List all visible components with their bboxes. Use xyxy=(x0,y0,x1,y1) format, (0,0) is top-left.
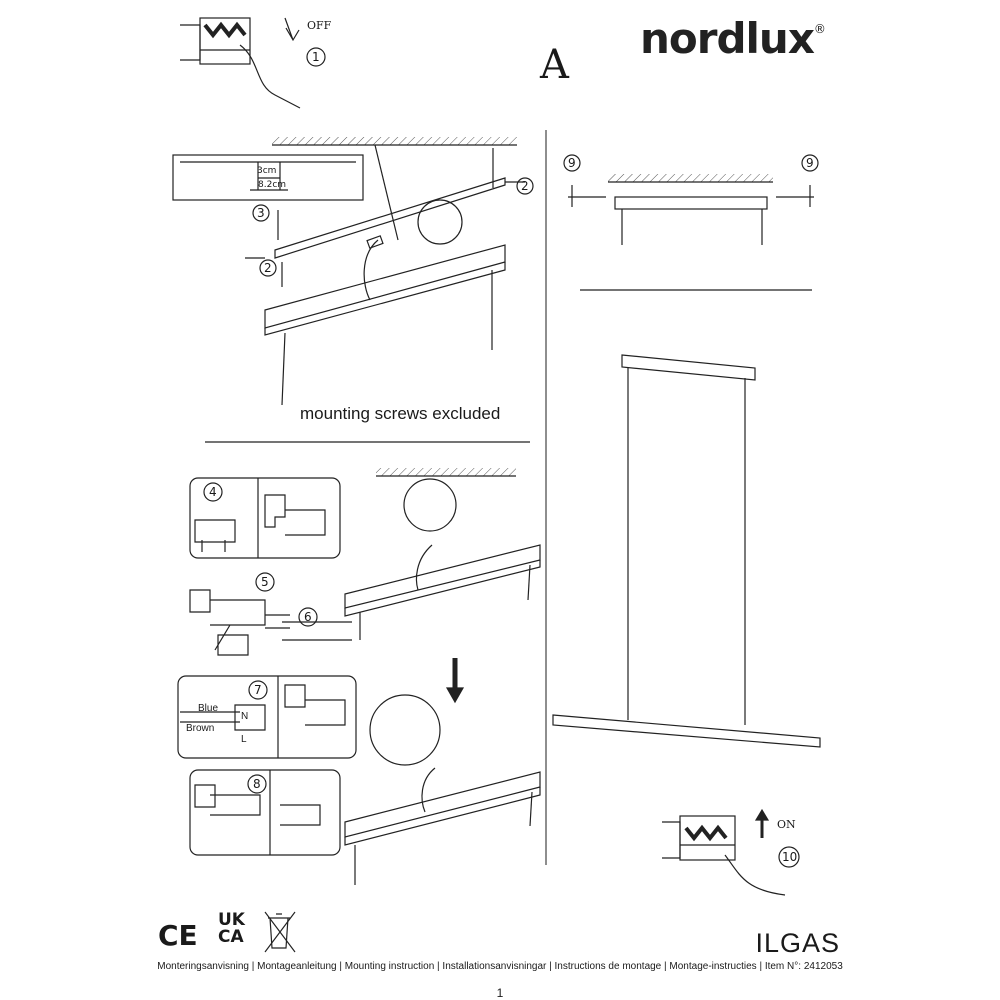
wire-live-label: L xyxy=(241,734,247,745)
lamp-bar xyxy=(553,715,820,747)
hanging-canopy xyxy=(622,355,755,380)
step-6: 6 xyxy=(304,610,312,624)
mounting-bracket xyxy=(275,178,505,258)
step-8: 8 xyxy=(253,777,261,791)
wire-blue-label: Blue xyxy=(198,703,219,714)
step-9-left: 9 xyxy=(568,156,576,170)
canopy-side xyxy=(615,197,767,209)
step-2-left: 2 xyxy=(264,261,272,275)
sheet-letter: A xyxy=(540,42,569,88)
brand-logo: nordlux® xyxy=(640,14,825,63)
product-name: ILGAS xyxy=(755,928,840,958)
footer-text: Monteringsanvisning | Montageanleitung | Mounting instruction | Installationsanvisningar | Instructions de montage | Montage-instructies | Item N°: 2412053 xyxy=(157,961,843,972)
step-10-number: 10 xyxy=(782,850,798,864)
step-9-right: 9 xyxy=(806,156,814,170)
page-number: 1 xyxy=(496,986,504,1000)
ceiling xyxy=(272,137,517,145)
step-7: 7 xyxy=(254,683,262,697)
step-1-off-label: OFF xyxy=(307,19,332,32)
step-5: 5 xyxy=(261,575,269,589)
step-4: 4 xyxy=(209,485,217,499)
panel-step-8 xyxy=(190,770,340,855)
ce-mark: CE xyxy=(158,919,198,952)
step-3: 3 xyxy=(257,206,265,220)
terminal-block-off xyxy=(180,18,300,108)
detail-zoom xyxy=(418,200,462,244)
step-10-on-label: ON xyxy=(777,818,796,831)
wire-brown-label: Brown xyxy=(186,723,215,734)
step-2-right: 2 xyxy=(521,179,529,193)
cable xyxy=(364,240,378,300)
dimension-b: 8.2cm xyxy=(258,180,287,190)
terminal-block-on xyxy=(662,816,785,895)
wire-left xyxy=(282,333,285,405)
ukca-mark: UK CA xyxy=(218,910,245,947)
wire-neutral-label: N xyxy=(241,711,249,722)
step-1-number: 1 xyxy=(312,50,320,64)
dimension-a: 3cm xyxy=(257,166,277,176)
mounting-note: mounting screws excluded xyxy=(300,404,501,423)
lamp-canopy xyxy=(265,245,505,328)
